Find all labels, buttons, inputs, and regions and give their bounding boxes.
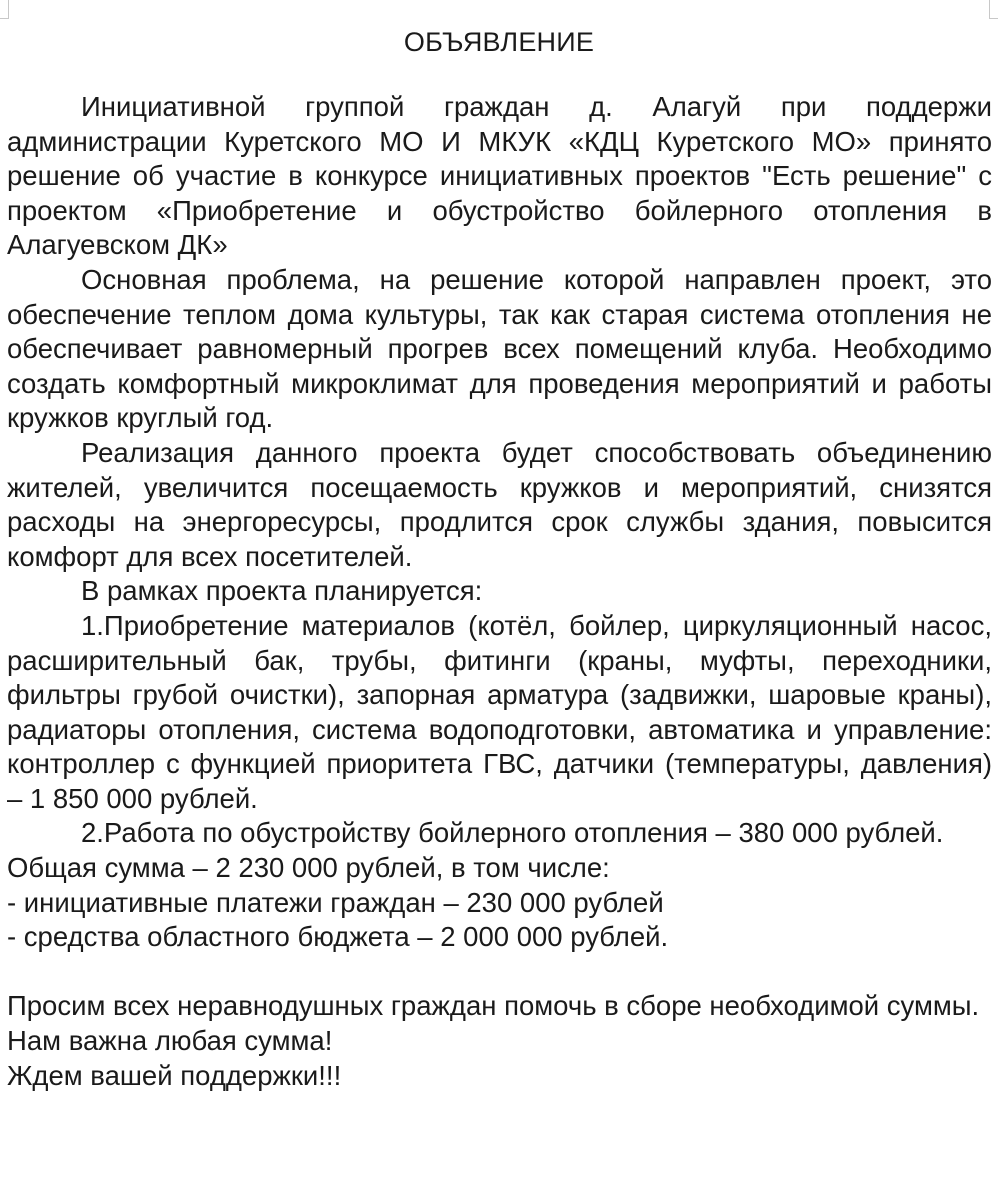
appeal-paragraph: Просим всех неравнодушных граждан помочь в сборе необходимой суммы. xyxy=(7,990,980,1022)
paragraph-problem: Основная проблема, на решение которой направлен проект, это обеспечение теплом дома культуры, так как старая система отопления не обеспечивает равномерный прогрев всех помещений клуба. Необходимо создать комфортный микроклимат для проведения мероприятий и работы кружков круглый год. xyxy=(7,263,992,434)
document-title: ОБЪЯВЛЕНИЕ xyxy=(403,27,595,57)
funding-citizens: - инициативные платежи граждан – 230 000 рублей xyxy=(7,886,664,918)
blank-line xyxy=(7,955,992,990)
page-corner-mark-left xyxy=(0,0,9,19)
closing-line-any-amount: Нам важна любая сумма! xyxy=(7,1025,333,1057)
plan-item-work: 2.Работа по обустройству бойлерного отопления – 380 000 рублей. xyxy=(81,817,944,849)
funding-regional-budget: - средства областного бюджета – 2 000 000 рублей. xyxy=(7,921,669,953)
paragraph-plan-intro: В рамках проекта планируется: xyxy=(81,575,483,607)
paragraph-initiative: Инициативной группой граждан д. Алагуй при поддержи администрации Куретского МО И МКУК «КДЦ Куретского МО» принято решение об участие в конкурсе инициативных проектов "Есть решение" с проектом «Приобретение и обустройство бойлерного отопления в Алагуевском ДК» xyxy=(7,91,992,261)
page-corner-mark-right xyxy=(989,0,998,19)
closing-line-support: Ждем вашей поддержки!!! xyxy=(7,1059,342,1091)
total-amount: Общая сумма – 2 230 000 рублей, в том числе: xyxy=(7,852,610,884)
plan-item-materials: 1.Приобретение материалов (котёл, бойлер, циркуляционный насос, расширительный бак, трубы, фитинги (краны, муфты, переходники, фильтры грубой очистки), запорная арматура (задвижки, шаровые краны), радиаторы отопления, система водоподготовки, автоматика и управление: контроллер с функцией приоритета ГВС, датчики (температуры, давления) – 1 850 000 рублей. xyxy=(7,609,992,814)
paragraph-benefits: Реализация данного проекта будет способствовать объединению жителей, увеличится посещаемость кружков и мероприятий, снизятся расходы на энергоресурсы, продлится срок службы здания, повысится комфорт для всех посетителей. xyxy=(7,436,992,572)
document-body xyxy=(7,90,992,1093)
